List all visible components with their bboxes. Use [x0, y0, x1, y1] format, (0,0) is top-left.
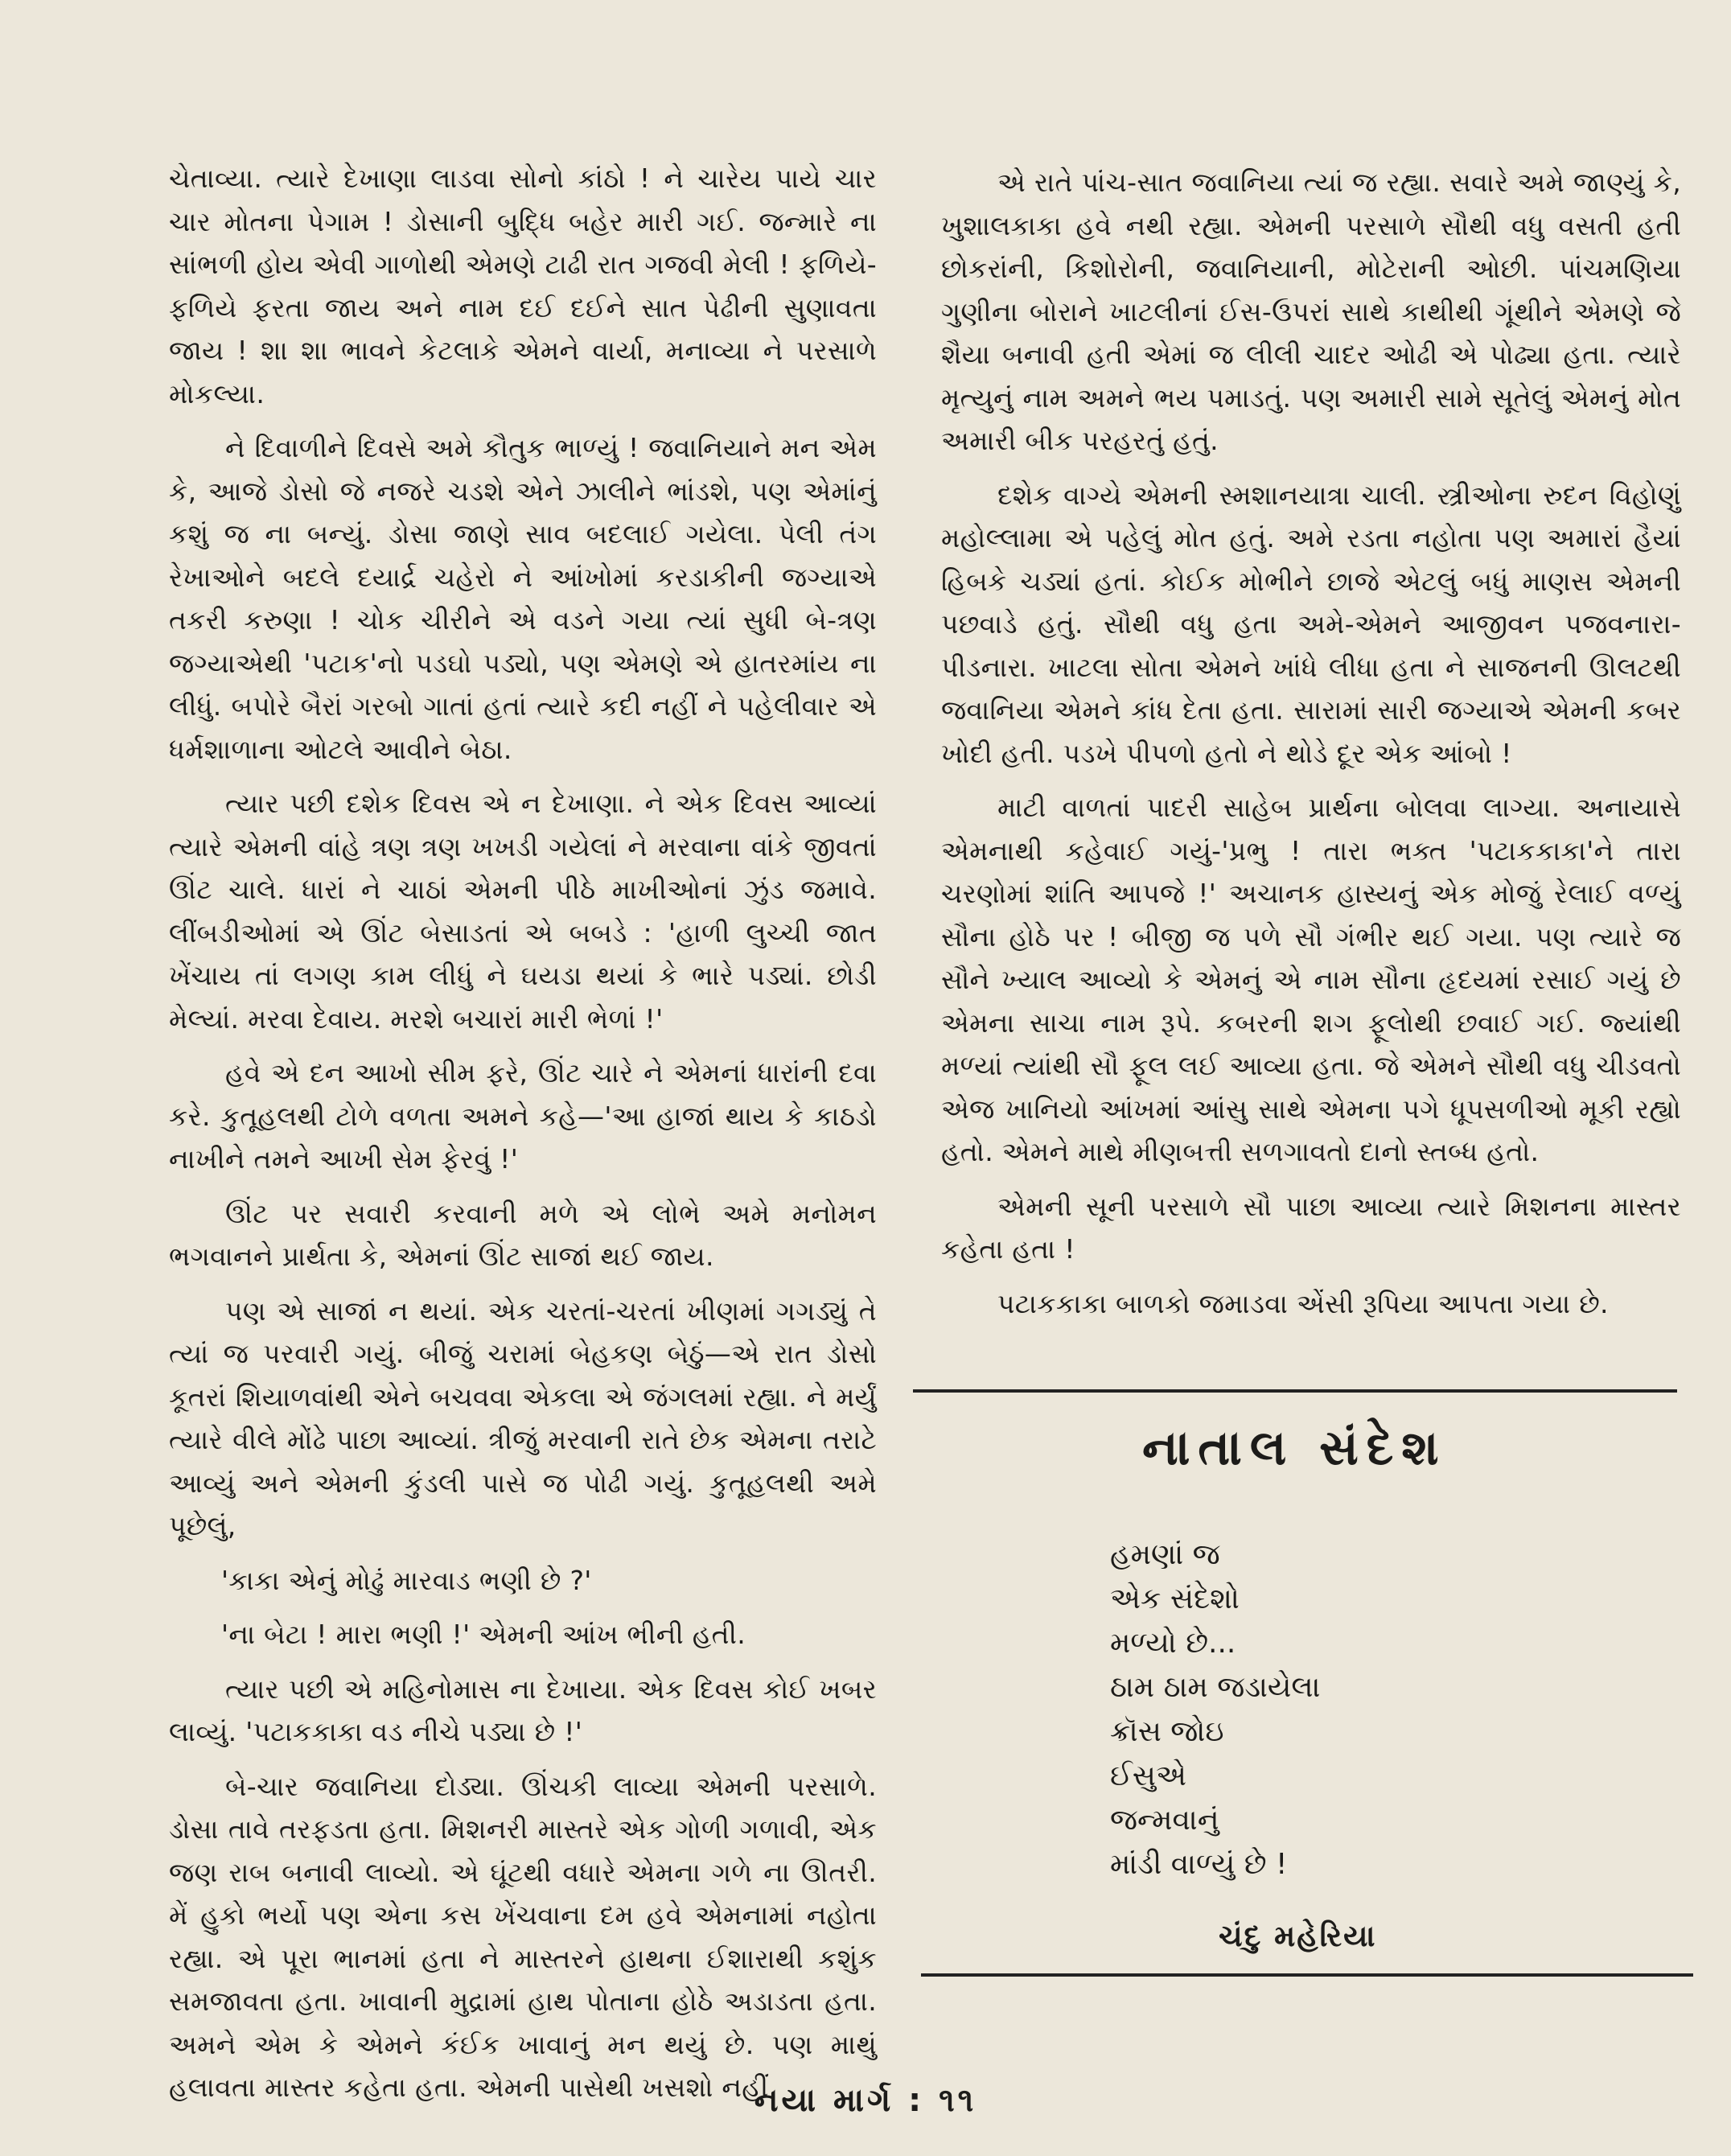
paragraph: પણ એ સાજાં ન થયાં. એક ચરતાં-ચરતાં ખીણમાં ગગડ્યું તે ત્યાં જ પરવારી ગયું. બીજું ચરામાં બેહકણ બેઠું—એ રાત ડોસો કૂતરાં શિયાળવાંથી એને બચવવા એકલા એ જંગલમાં રહ્યા. ને મર્યું ત્યારે વીલે મોંઢે પાછા આવ્યાં. ત્રીજું મરવાની રાતે છેક એમના તરાટે આવ્યું અને એમની કુંડલી પાસે જ પોઢી ગયું. કુતૂહલથી અમે પૂછેલું,: [169, 1294, 877, 1541]
section-divider: [921, 1973, 1693, 1977]
poem-title: નાતાલ સંદેશ: [1142, 1420, 1447, 1476]
paragraph: એમની સૂની પરસાળે સૌ પાછા આવ્યા ત્યારે મિશનના માસ્તર કહેતા હતા !: [941, 1190, 1681, 1265]
dialogue-line: 'કાકા એનું મોઢું મારવાડ ભણી છે ?': [221, 1564, 592, 1596]
paragraph: ત્યાર પછી દશેક દિવસ એ ન દેખાણા. ને એક દિવસ આવ્યાં ત્યારે એમની વાંહે ત્રણ ત્રણ ખખડી ગયેલાં ને મરવાના વાંકે જીવતાં ઊંટ ચાલે. ધારાં ને ચાઠાં એમની પીઠે માખીઓનાં ઝુંડ જમાવે. લીંબડીઓમાં એ ઊંટ બેસાડતાં એ બબડે : 'હાળી લુચ્ચી જાત ખેંચાય તાં લગણ કામ લીધું ને ઘયડા થયાં કે ભારે પડ્યાં. છોડી મેલ્યાં. મરવા દેવાય. મરશે બચારાં મારી ભેળાં !': [169, 788, 877, 1035]
paragraph: ને દિવાળીને દિવસે અમે કૌતુક ભાળ્યું ! જવાનિયાને મન એમ કે, આજે ડોસો જે નજરે ચડશે એને ઝાલીને ભાંડશે, પણ એમાંનું કશું જ ના બન્યું. ડોસા જાણે સાવ બદલાઈ ગયેલા. પેલી તંગ રેખાઓને બદલે દયાર્દ્ર ચહેરો ને આંખોમાં કરડાકીની જગ્યાએ તકરી કરુણા ! ચોક ચીરીને એ વડને ગયા ત્યાં સુધી બે-ત્રણ જગ્યાએથી 'પટાક'નો પડઘો પડ્યો, પણ એમણે એ હાતરમાંય ના લીધું. બપોરે બૈરાં ગરબો ગાતાં હતાં ત્યારે કદી નહીં ને પહેલીવાર એ ધર્મશાળાના ઓટલે આવીને બેઠા.: [169, 432, 877, 765]
paragraph: બે-ચાર જવાનિયા દોડ્યા. ઊંચકી લાવ્યા એમની પરસાળે. ડોસા તાવે તરફડતા હતા. મિશનરી માસ્તરે એક ગોળી ગળાવી, એક જણ રાબ બનાવી લાવ્યો. એ ઘૂંટથી વધારે એમના ગળે ના ઊતરી. મેં હુકો ભર્યો પણ એના કસ ખેંચવાના દમ હવે એમનામાં નહોતા રહ્યા. એ પૂરા ભાનમાં હતા ને માસ્તરને હાથના ઈશારાથી કશુંક સમજાવતા હતા. ખાવાની મુદ્રામાં હાથ પોતાના હોઠે અડાડતા હતા. અમને એમ કે એમને કંઈક ખાવાનું મન થયું છે. પણ માથું હલાવતા માસ્તર કહેતા હતા. એમની પાસેથી ખસશો નહીં.: [169, 1770, 877, 2103]
poem-line: ઈસુએ: [1110, 1759, 1186, 1792]
poem-line: માંડી વાળ્યું છે !: [1110, 1848, 1288, 1881]
right-column: [941, 161, 1681, 1325]
paragraph: ત્યાર પછી એ મહિનોમાસ ના દેખાયા. એક દિવસ કોઈ ખબર લાવ્યું. 'પટાકકાકા વડ નીચે પડ્યા છે !': [169, 1673, 877, 1747]
paragraph: ચેતાવ્યા. ત્યારે દેખાણા લાડવા સોનો કાંઠો ! ને ચારેય પાયે ચાર ચાર મોતના પેગામ ! ડોસાની બુદ્ધિ બહેર મારી ગઈ. જન્મારે ના સાંભળી હોય એવી ગાળોથી એમણે ટાઢી રાત ગજવી મેલી ! ફળિયે-ફળિયે ફરતા જાય અને નામ દઈ દઈને સાત પેઢીની સુણાવતા જાય ! શા શા ભાવને કેટલાકે એમને વાર્યા, મનાવ્યા ને પરસાળે મોકલ્યા.: [169, 163, 877, 409]
paragraph: દશેક વાગ્યે એમની સ્મશાનયાત્રા ચાલી. સ્ત્રીઓના રુદન વિહોણું મહોલ્લામા એ પહેલું મોત હતું. અમે રડતા નહોતા પણ અમારાં હૈયાં હિબકે ચડ્યાં હતાં. કોઈક મોભીને છાજે એટલું બધું માણસ એમની પછવાડે હતું. સૌથી વધુ હતા અમે-એમને આજીવન પજવનારા-પીડનારા. ખાટલા સોતા એમને ખાંધે લીધા હતા ને સાજનની ઊલટથી જવાનિયા એમને કાંધ દેતા હતા. સારામાં સારી જગ્યાએ એમની કબર ખોદી હતી. પડખે પીપળો હતો ને થોડે દૂર એક આંબો !: [941, 479, 1681, 769]
paragraph: હવે એ દન આખો સીમ ફરે, ઊંટ ચારે ને એમનાં ધારાંની દવા કરે. કુતૂહલથી ટોળે વળતા અમને કહે—'આ હાજાં થાય કે કાઠડો નાખીને તમને આખી સેમ ફેરવું !': [169, 1057, 877, 1175]
page-footer: નયા માર્ગ : ૧૧: [754, 2082, 977, 2119]
poem-line: હમણાં જ: [1110, 1538, 1220, 1571]
poem-line: ઠામ ઠામ જડાયેલા: [1110, 1671, 1321, 1704]
poem-line: ક્રૉસ જોઇ: [1110, 1715, 1224, 1748]
left-column: [169, 157, 877, 2109]
poem-line: એક સંદેશો: [1110, 1582, 1240, 1615]
paragraph: માટી વાળતાં પાદરી સાહેબ પ્રાર્થના બોલવા લાગ્યા. અનાયાસે એમનાથી કહેવાઈ ગયું-'પ્રભુ ! તારા ભક્ત 'પટાકકાકા'ને તારા ચરણોમાં શાંતિ આપજે !' અચાનક હાસ્યનું એક મોજું રેલાઈ વળ્યું સૌના હોઠે પર ! બીજી જ પળે સૌ ગંભીર થઈ ગયા. પણ ત્યારે જ સૌને ખ્યાલ આવ્યો કે એમનું એ નામ સૌના હૃદયમાં રસાઈ ગયું છે એમના સાચા નામ રૂપે. કબરની શગ ફૂલોથી છવાઈ ગઈ. જ્યાંથી મળ્યાં ત્યાંથી સૌ ફૂલ લઈ આવ્યા હતા. જે એમને સૌથી વધુ ચીડવતો એજ ખાનિયો આંખમાં આંસુ સાથે એમના પગે ધૂપસળીઓ મૂકી રહ્યો હતો. એમને માથે મીણબત્તી સળગાવતો દાનો સ્તબ્ધ હતો.: [941, 792, 1681, 1167]
paragraph: પટાકકાકા બાળકો જમાડવા એંસી રૂપિયા આપતા ગયા છે.: [997, 1287, 1609, 1319]
section-divider: [913, 1389, 1677, 1393]
poem-line: મળ્યો છે...: [1110, 1627, 1236, 1660]
poem-author: ચંદુ મહેરિયા: [1219, 1919, 1377, 1953]
poem-line: જન્મવાનું: [1110, 1804, 1219, 1837]
poem-lines: [1110, 1533, 1560, 1886]
paragraph: એ રાતે પાંચ-સાત જવાનિયા ત્યાં જ રહ્યા. સવારે અમે જાણ્યું કે, ખુશાલકાકા હવે નથી રહ્યા. એમની પરસાળે સૌથી વધુ વસતી હતી છોકરાંની, કિશોરોની, જવાનિયાની, મોટેરાની ઓછી. પાંચમણિયા ગુણીના બોરાને ખાટલીનાં ઈસ-ઉપરાં સાથે કાથીથી ગૂંથીને એમણે જે શૈયા બનાવી હતી એમાં જ લીલી ચાદર ઓઢી એ પોઢ્યા હતા. ત્યારે મૃત્યુનું નામ અમને ભય પમાડતું. પણ અમારી સામે સૂતેલું એમનું મોત અમારી બીક પરહરતું હતું.: [941, 167, 1681, 456]
dialogue-line: 'ના બેટા ! મારા ભણી !' એમની આંખ ભીની હતી.: [221, 1619, 746, 1650]
paragraph: ઊંટ પર સવારી કરવાની મળે એ લોભે અમે મનોમન ભગવાનને પ્રાર્થતા કે, એમનાં ઊંટ સાજાં થઈ જાય.: [169, 1197, 877, 1272]
